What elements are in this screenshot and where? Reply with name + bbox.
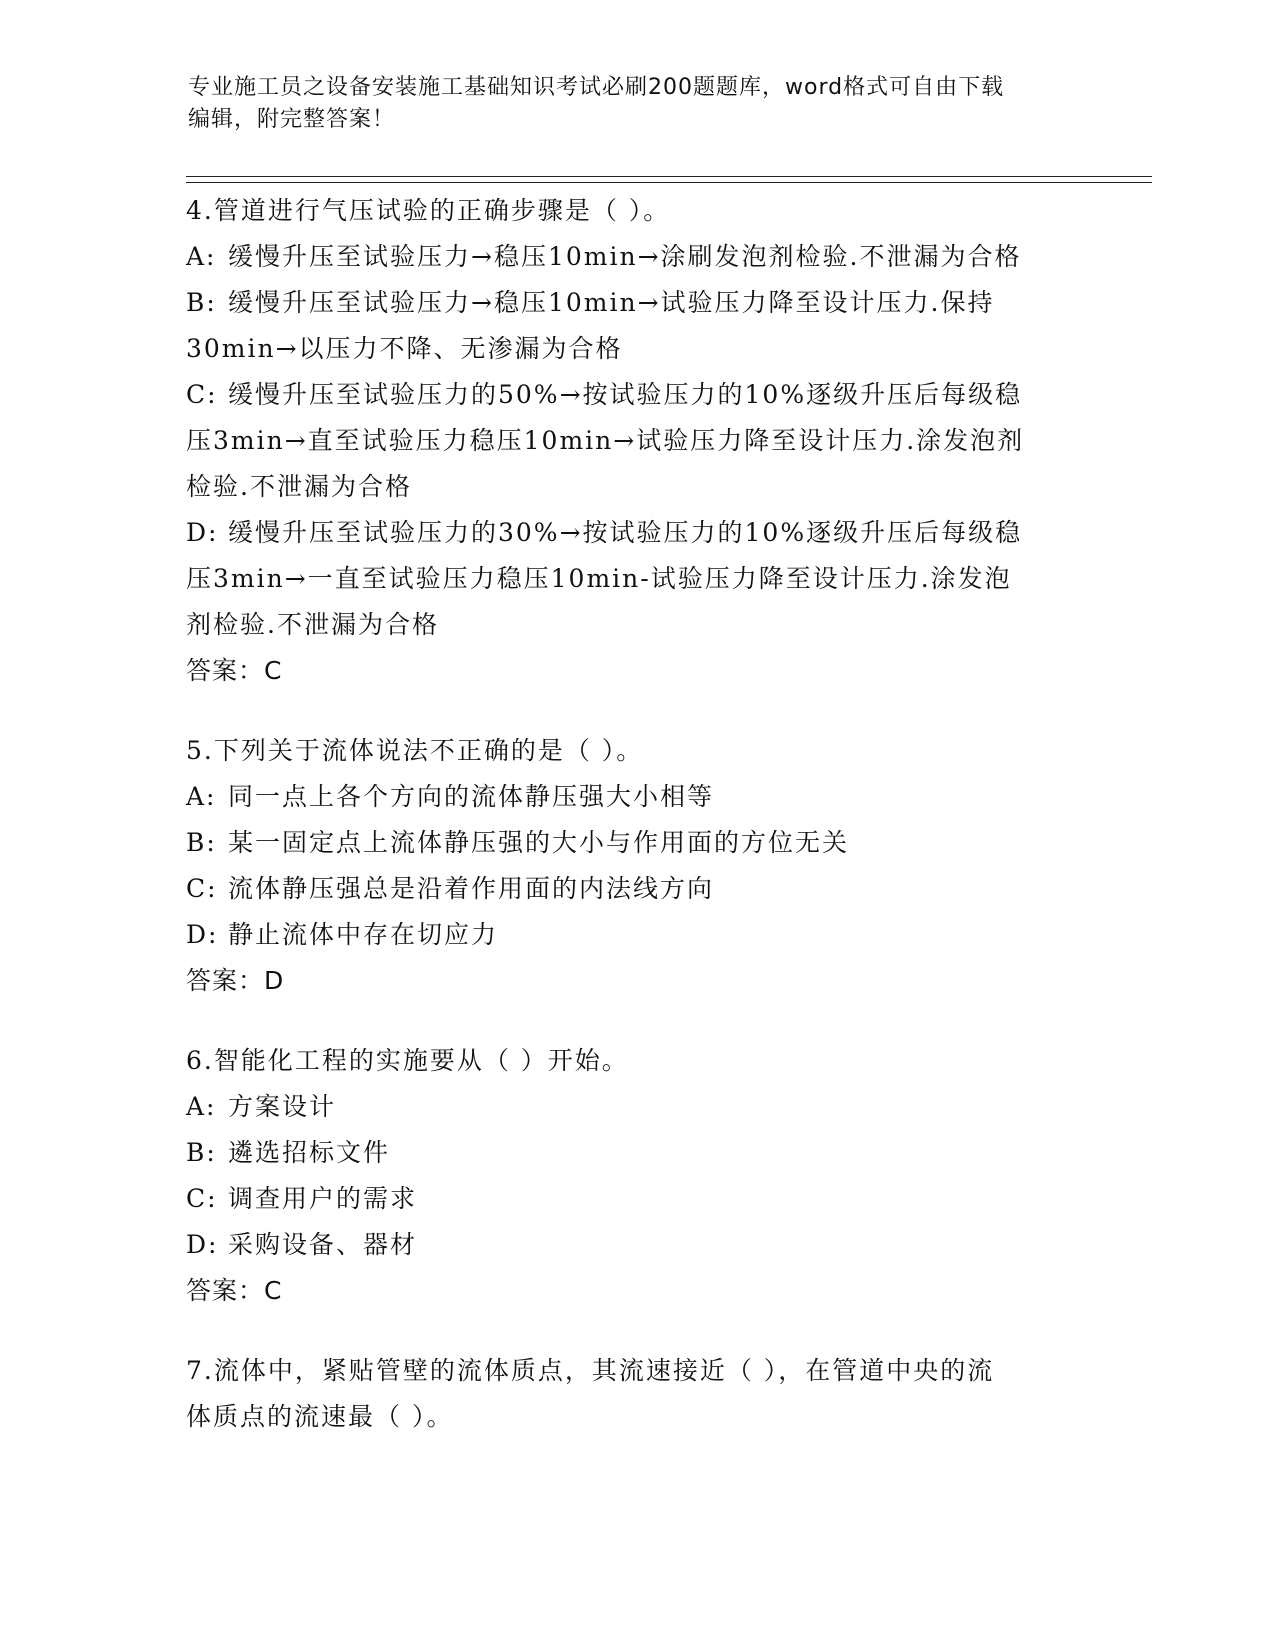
question-stem: 5.下列关于流体说法不正确的是（ ）。: [186, 736, 644, 765]
option-d: [186, 510, 1086, 648]
option-text-continued: 压3min→直至试验压力稳压10min→试验压力降至设计压力.涂发泡剂: [186, 426, 1025, 455]
option-text-continued: 剂检验.不泄漏为合格: [186, 610, 439, 639]
header-line-2: 编辑，附完整答案！: [188, 107, 396, 132]
option-text: 方案设计: [228, 1092, 337, 1121]
question-7: [186, 1348, 1086, 1440]
option-b: [186, 280, 1086, 372]
option-b: [186, 1130, 1086, 1176]
question-stem: 4.管道进行气压试验的正确步骤是（ ）。: [186, 196, 671, 225]
option-letter: C:: [186, 1184, 218, 1213]
option-b: [186, 820, 1086, 866]
option-text: 缓慢升压至试验压力的30%→按试验压力的10%逐级升压后每级稳: [228, 518, 1023, 547]
question-list: [186, 188, 1086, 1474]
option-c: [186, 1176, 1086, 1222]
option-letter: B:: [186, 288, 217, 317]
option-letter: A:: [186, 1092, 217, 1121]
option-c: [186, 866, 1086, 912]
option-text: 某一固定点上流体静压强的大小与作用面的方位无关: [228, 828, 850, 857]
option-c: [186, 372, 1086, 510]
option-text-continued: 检验.不泄漏为合格: [186, 472, 412, 501]
option-letter: C:: [186, 380, 218, 409]
question-5: [186, 728, 1086, 1004]
option-letter: D:: [186, 920, 219, 949]
question-6: [186, 1038, 1086, 1314]
option-letter: D:: [186, 1230, 219, 1259]
question-stem: 7.流体中，紧贴管壁的流体质点，其流速接近（ ），在管道中央的流: [186, 1356, 995, 1385]
option-a: [186, 1084, 1086, 1130]
option-letter: C:: [186, 874, 218, 903]
question-stem: 6.智能化工程的实施要从（ ）开始。: [186, 1046, 629, 1075]
answer-label: 答案：C: [186, 1276, 283, 1305]
option-letter: A:: [186, 242, 217, 271]
header-line-1: 专业施工员之设备安装施工基础知识考试必刷200题题库，word格式可自由下载: [188, 75, 1005, 100]
option-letter: B:: [186, 828, 217, 857]
option-text: 缓慢升压至试验压力→稳压10min→试验压力降至设计压力.保持: [228, 288, 995, 317]
option-text: 采购设备、器材: [228, 1230, 418, 1259]
answer-label: 答案：C: [186, 656, 283, 685]
option-a: [186, 774, 1086, 820]
option-text: 静止流体中存在切应力: [228, 920, 499, 949]
option-text-continued: 30min→以压力不降、无渗漏为合格: [186, 334, 623, 363]
option-d: [186, 912, 1086, 958]
option-text: 遴选招标文件: [228, 1138, 391, 1167]
option-text: 调查用户的需求: [228, 1184, 418, 1213]
option-text: 缓慢升压至试验压力的50%→按试验压力的10%逐级升压后每级稳: [228, 380, 1023, 409]
option-a: [186, 234, 1086, 280]
option-letter: B:: [186, 1138, 217, 1167]
option-text: 流体静压强总是沿着作用面的内法线方向: [228, 874, 715, 903]
option-text: 缓慢升压至试验压力→稳压10min→涂刷发泡剂检验.不泄漏为合格: [228, 242, 1022, 271]
header-divider-bottom: [186, 182, 1152, 183]
document-header: [188, 72, 1088, 136]
question-stem-continued: 体质点的流速最（ ）。: [186, 1402, 454, 1431]
question-4: [186, 188, 1086, 694]
option-d: [186, 1222, 1086, 1268]
header-divider-top: [186, 176, 1152, 177]
option-letter: A:: [186, 782, 217, 811]
option-letter: D:: [186, 518, 219, 547]
option-text: 同一点上各个方向的流体静压强大小相等: [228, 782, 715, 811]
answer-label: 答案：D: [186, 966, 285, 995]
option-text-continued: 压3min→一直至试验压力稳压10min-试验压力降至设计压力.涂发泡: [186, 564, 1012, 593]
